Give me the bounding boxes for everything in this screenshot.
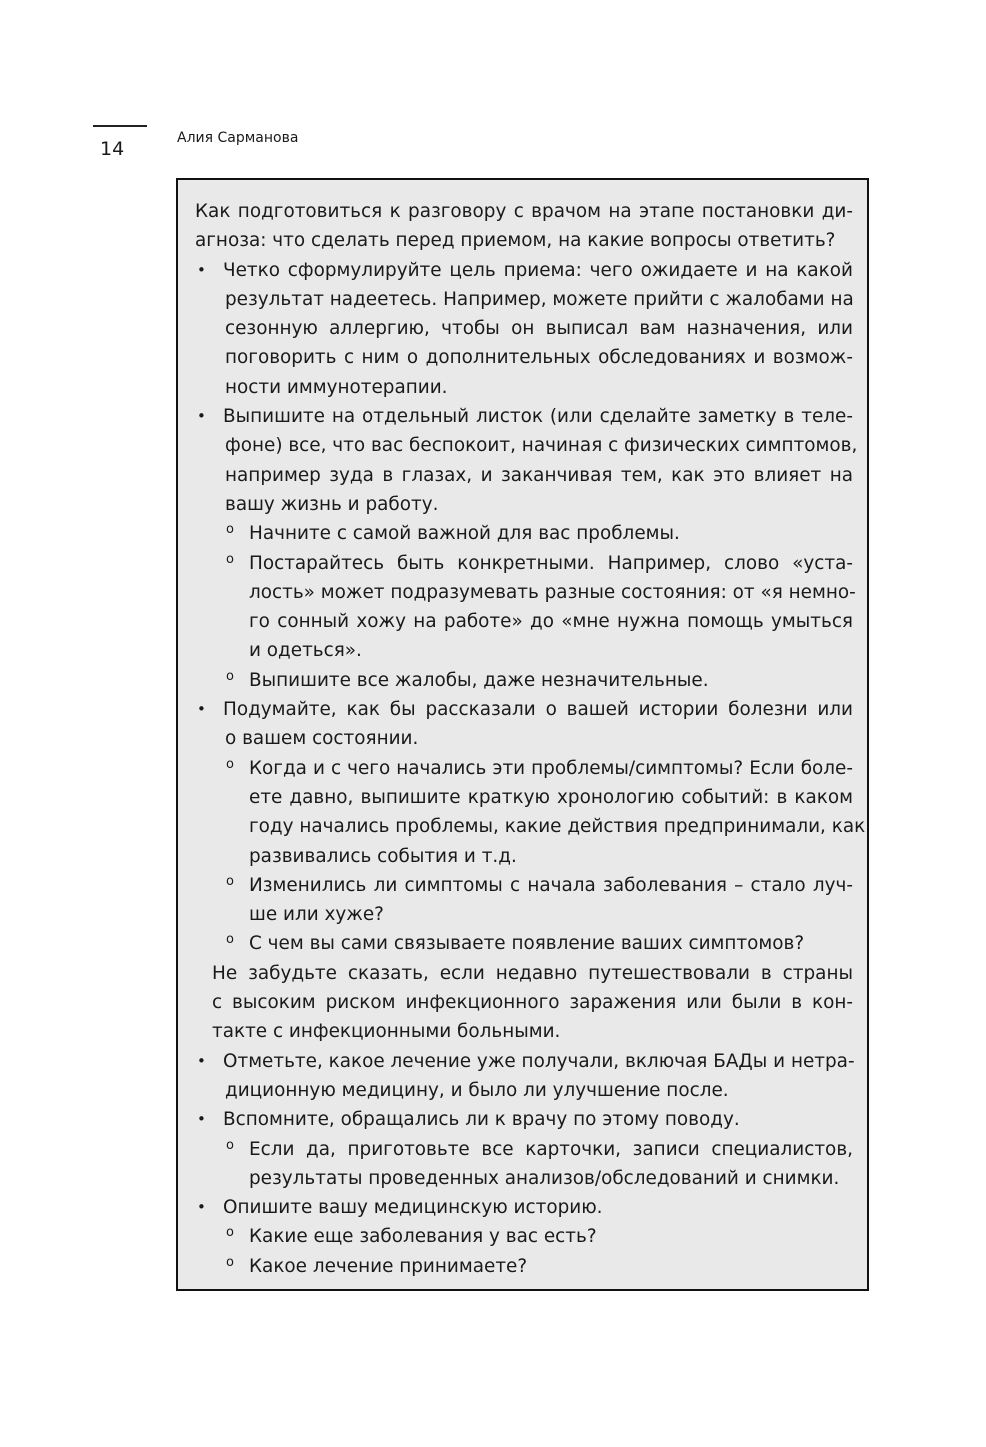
line-text: Не забудьте сказать, если недавно путешествовали в страны [212, 962, 853, 984]
sub-bullet-item [195, 666, 855, 695]
page-number: 14 [100, 138, 125, 160]
text-line [195, 607, 855, 636]
line-text: сезонную аллергию, чтобы он выписал вам назначения, или [225, 318, 853, 340]
line-text: Когда и с чего начались эти проблемы/симптомы? Если боле- [249, 757, 853, 779]
circle-marker: o [226, 1254, 234, 1270]
bullet-item [195, 256, 855, 285]
line-text: го сонный хожу на работе» до «мне нужна помощь умыться [249, 611, 853, 633]
sub-bullet-item [195, 519, 855, 548]
text-line [195, 900, 855, 929]
circle-marker: o [226, 551, 234, 567]
line-text: поговорить с ним о дополнительных обследованиях и возмож- [225, 347, 853, 369]
text-line [195, 842, 855, 871]
text-line [195, 578, 855, 607]
line-text: Какое лечение принимаете? [249, 1255, 528, 1277]
line-text: Начните с самой важной для вас проблемы. [249, 523, 680, 545]
sidebar-box-content [195, 197, 866, 1281]
line-text: Опишите вашу медицинскую историю. [223, 1197, 603, 1219]
page-number-rule [93, 125, 147, 127]
bullet-item [195, 402, 855, 431]
sidebar-box [176, 178, 869, 1291]
text-line [195, 812, 866, 841]
line-text: Вспомните, обращались ли к врачу по этому поводу. [223, 1109, 740, 1131]
line-text: агноза: что сделать перед приемом, на какие вопросы ответить? [195, 230, 836, 252]
line-text: ности иммунотерапии. [225, 376, 448, 398]
line-text: Какие еще заболевания у вас есть? [249, 1226, 597, 1248]
bullet-marker: • [197, 1110, 206, 1129]
bullet-item [195, 1047, 855, 1076]
bullet-item [195, 695, 855, 724]
line-text: Отметьте, какое лечение уже получали, включая БАДы и нетра- [223, 1050, 855, 1072]
line-text: фоне) все, что вас беспокоит, начиная с физических симптомов, [225, 435, 858, 457]
text-line [195, 783, 855, 812]
text-line [195, 988, 855, 1017]
line-text: вашу жизнь и работу. [225, 493, 439, 515]
text-line [195, 197, 855, 226]
text-line [195, 226, 855, 255]
bullet-marker: • [197, 407, 206, 426]
text-line [195, 343, 855, 372]
circle-marker: o [226, 873, 234, 889]
text-line [195, 1076, 855, 1105]
bullet-item [195, 1105, 855, 1134]
line-text: лость» может подразумевать разные состояния: от «я немно- [249, 581, 856, 603]
line-text: Изменились ли симптомы с начала заболевания – стало луч- [249, 874, 853, 896]
line-text: Выпишите все жалобы, даже незначительные. [249, 669, 709, 691]
circle-marker: o [226, 522, 234, 538]
line-text: результаты проведенных анализов/обследований и снимки. [249, 1167, 840, 1189]
bullet-marker: • [197, 1051, 206, 1070]
line-text: С чем вы сами связываете появление ваших симптомов? [249, 933, 805, 955]
circle-marker: o [226, 756, 234, 772]
circle-marker: o [226, 932, 234, 948]
sub-bullet-item [195, 754, 855, 783]
line-text: Если да, приготовьте все карточки, записи специалистов, [249, 1138, 853, 1160]
line-text: Постарайтесь быть конкретными. Например, слово «уста- [249, 552, 853, 574]
sub-bullet-item [195, 1222, 855, 1251]
text-line [195, 431, 858, 460]
line-text: Четко сформулируйте цель приема: чего ожидаете и на какой [223, 259, 853, 281]
line-text: развивались события и т.д. [249, 845, 517, 867]
sub-bullet-item [195, 1252, 855, 1281]
line-text: и одеться». [249, 640, 362, 662]
line-text: результат надеетесь. Например, можете прийти с жалобами на [225, 288, 854, 310]
sub-bullet-item [195, 549, 855, 578]
text-line [195, 636, 855, 665]
line-text: Подумайте, как бы рассказали о вашей истории болезни или [223, 699, 853, 721]
bullet-marker: • [197, 1198, 206, 1217]
bullet-marker: • [197, 700, 206, 719]
line-text: с высоким риском инфекционного заражения или были в кон- [212, 992, 853, 1014]
text-line [195, 1164, 855, 1193]
sub-bullet-item [195, 929, 855, 958]
line-text: о вашем состоянии. [225, 728, 419, 750]
running-head-author: Алия Сарманова [177, 130, 299, 146]
line-text: например зуда в глазах, и заканчивая тем, как это влияет на [225, 464, 853, 486]
text-line [195, 959, 855, 988]
line-text: диционную медицину, и было ли улучшение после. [225, 1079, 729, 1101]
sub-bullet-item [195, 1135, 855, 1164]
bullet-marker: • [197, 260, 206, 279]
text-line [195, 461, 855, 490]
text-line [195, 1017, 855, 1046]
line-text: такте с инфекционными больными. [212, 1021, 561, 1043]
text-line [195, 285, 855, 314]
sub-bullet-item [195, 871, 855, 900]
line-text: ете давно, выпишите краткую хронологию событий: в каком [249, 786, 853, 808]
bullet-item [195, 1193, 855, 1222]
text-line [195, 490, 855, 519]
circle-marker: o [226, 668, 234, 684]
circle-marker: o [226, 1137, 234, 1153]
line-text: ше или хуже? [249, 904, 384, 926]
text-line [195, 373, 855, 402]
line-text: году начались проблемы, какие действия предпринимали, как [249, 816, 866, 838]
line-text: Выпишите на отдельный листок (или сделайте заметку в теле- [223, 406, 853, 428]
text-line [195, 314, 855, 343]
line-text: Как подготовиться к разговору с врачом на этапе постановки ди- [195, 201, 853, 222]
text-line [195, 724, 855, 753]
circle-marker: o [226, 1225, 234, 1241]
